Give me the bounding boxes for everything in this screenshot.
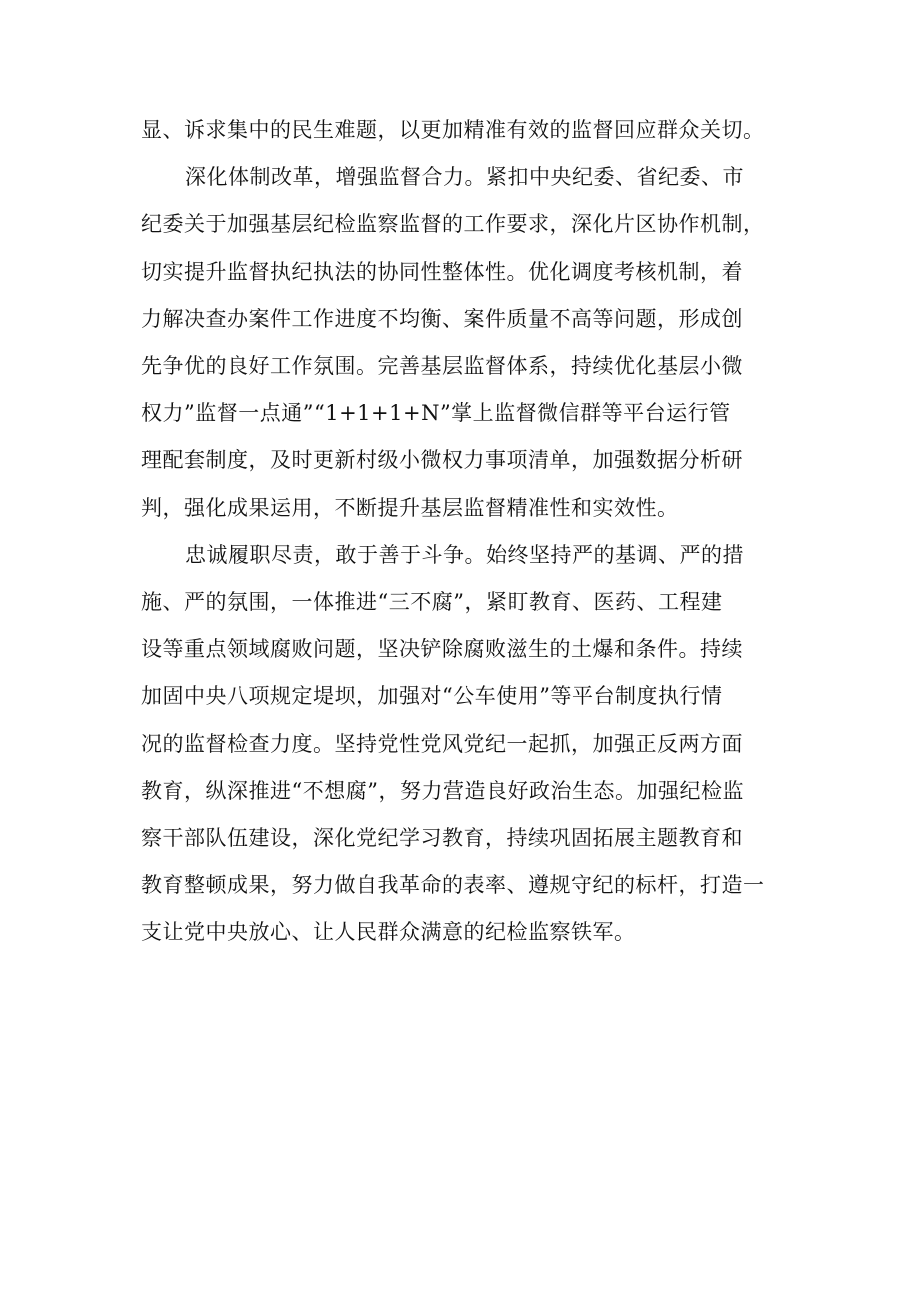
text-line: 深化体制改革，增强监督合力。紧扣中央纪委、省纪委、市 bbox=[185, 165, 744, 190]
text-line: 况的监督检查力度。坚持党性党风党纪一起抓，加强正反两方面 bbox=[141, 731, 743, 756]
text-line: 教育整顿成果，努力做自我革命的表率、遵规守纪的标杆，打造一 bbox=[141, 873, 765, 898]
text-line: 切实提升监督执纪执法的协同性整体性。优化调度考核机制，着 bbox=[141, 259, 743, 284]
text-line: 施、严的氛围，一体推进“三不腐”，紧盯教育、医药、工程建 bbox=[141, 590, 723, 615]
text-line: 教育，纵深推进“不想腐”，努力营造良好政治生态。加强纪检监 bbox=[141, 778, 744, 803]
text-line: 忠诚履职尽责，敢于善于斗争。始终坚持严的基调、严的措 bbox=[185, 542, 744, 567]
text-line: 设等重点领域腐败问题，坚决铲除腐败滋生的土爆和条件。持续 bbox=[141, 637, 743, 662]
text-line: 力解决查办案件工作进度不均衡、案件质量不高等问题，形成创 bbox=[141, 306, 743, 331]
text-line: 理配套制度，及时更新村级小微权力事项清单，加强数据分析研 bbox=[141, 448, 743, 473]
text-line: 察干部队伍建设，深化党纪学习教育，持续巩固拓展主题教育和 bbox=[141, 826, 743, 851]
text-line: 显、诉求集中的民生难题，以更加精准有效的监督回应群众关切。 bbox=[141, 118, 765, 142]
text-line: 纪委关于加强基层纪检监察监督的工作要求，深化片区协作机制， bbox=[141, 212, 765, 237]
text-line: 支让党中央放心、让人民群众满意的纪检监察铁军。 bbox=[141, 920, 636, 945]
text-line: 权力”监督一点通”“1+1+1+N”掌上监督微信群等平台运行管 bbox=[141, 401, 731, 426]
text-line: 加固中央八项规定堤坝，加强对“公车使用”等平台制度执行情 bbox=[141, 684, 723, 709]
text-line: 先争优的良好工作氛围。完善基层监督体系，持续优化基层小微 bbox=[141, 354, 743, 379]
text-line: 判，强化成果运用，不断提升基层监督精准性和实效性。 bbox=[141, 495, 679, 520]
body-text bbox=[141, 107, 801, 957]
